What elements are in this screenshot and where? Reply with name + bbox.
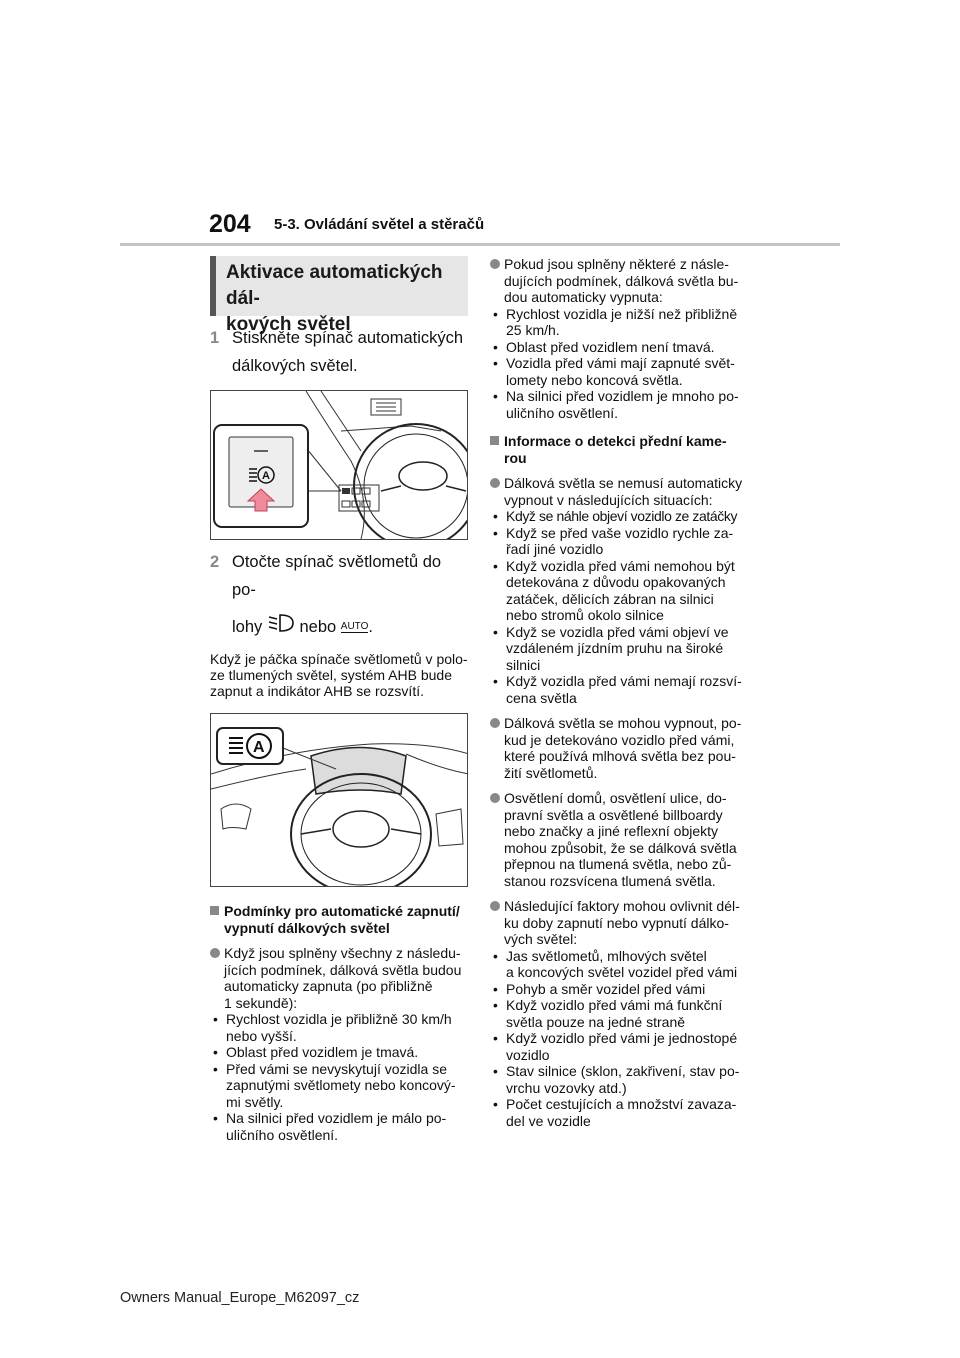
- heading-line: Aktivace automatických dál-: [226, 262, 443, 309]
- conditions-on-bullet: [210, 945, 468, 1011]
- list-item: [490, 508, 748, 525]
- circle-bullet-icon: [210, 948, 220, 958]
- heading-line: rou: [504, 449, 527, 466]
- text-line: • Oblast před vozidlem je tmavá.: [226, 1044, 419, 1060]
- step-1: [210, 324, 468, 380]
- text-line: které používá mlhová světla bez pou-: [504, 748, 736, 764]
- conditions-off-list: [490, 306, 748, 422]
- ahb-indicator-letter: A: [253, 739, 265, 756]
- fog-light-bullet: [490, 715, 748, 781]
- text-line: řadí jiné vozidlo: [506, 541, 604, 557]
- step-number: 2: [210, 553, 220, 571]
- circle-bullet-icon: [490, 793, 500, 803]
- section-title: 5-3. Ovládání světel a stěračů: [274, 216, 485, 233]
- list-item: [490, 624, 748, 674]
- camera-info-heading: [490, 433, 748, 466]
- list-item: [490, 558, 748, 624]
- text-line: mi světly.: [226, 1093, 284, 1110]
- text-line: • Na silnici před vozidlem je málo po-: [226, 1110, 447, 1126]
- may-not-switch-list: [490, 508, 748, 706]
- step-text: .: [368, 617, 373, 636]
- page-number: 204: [209, 210, 251, 238]
- list-item: [490, 339, 748, 356]
- text-line: mohou způsobit, že se dálková světla: [504, 839, 737, 856]
- text-line: vzdáleném jízdním pruhu na široké: [506, 640, 724, 656]
- timing-factors-bullet: [490, 898, 748, 948]
- text-line: a koncových světel vozidel před vámi: [506, 964, 738, 980]
- conditions-on-list: [210, 1011, 468, 1143]
- text-line: detekována z důvodu opakovaných: [506, 574, 726, 590]
- text-line: • Když vozidlo před vámi má funkční: [506, 997, 723, 1013]
- step-2-note: [210, 651, 468, 699]
- conditions-heading: [210, 903, 468, 936]
- text-line: Když jsou splněny všechny z následu-: [224, 945, 461, 961]
- text-line: • Stav silnice (sklon, zakřivení, stav po-: [506, 1063, 740, 1079]
- step-text: lohy: [232, 617, 263, 636]
- text-line: 25 km/h.: [506, 322, 560, 338]
- reflective-objects-bullet: [490, 790, 748, 889]
- text-line: • Když vozidla před vámi nemohou být: [506, 557, 735, 574]
- step-text: Otočte spínač světlometů do po-: [232, 553, 442, 599]
- text-line: ze tlumených světel, systém AHB bude: [210, 667, 452, 683]
- circle-bullet-icon: [490, 478, 500, 488]
- heading-line: Podmínky pro automatické zapnutí/: [224, 903, 460, 919]
- text-line: silnici: [506, 656, 541, 673]
- text-line: nebo vyšší.: [226, 1027, 297, 1044]
- list-item: [490, 948, 748, 981]
- conditions-off-bullet: [490, 256, 748, 306]
- text-line: pravní světla a osvětlené billboardy: [504, 806, 723, 823]
- text-line: • Jas světlometů, mlhových světel: [506, 947, 707, 964]
- text-line: lomety nebo koncová světla.: [506, 371, 683, 388]
- circle-bullet-icon: [490, 718, 500, 728]
- text-line: • Na silnici před vozidlem je mnoho po-: [506, 388, 739, 404]
- heading-line: kových světel: [226, 314, 351, 335]
- text-line: vozidlo: [506, 1046, 550, 1063]
- text-line: • Před vámi se nevyskytují vozidla se: [226, 1060, 447, 1077]
- step-text: dálkových světel.: [232, 357, 358, 375]
- text-line: • Oblast před vozidlem není tmavá.: [506, 338, 715, 355]
- text-line: • Rychlost vozidla je nižší než přibližně: [506, 305, 738, 322]
- text-line: • Když se náhle objeví vozidlo ze zatáčky: [506, 508, 738, 524]
- text-line: stanou rozsvícena tlumená světla.: [504, 872, 716, 889]
- text-line: Dálková světla se nemusí automaticky: [504, 475, 743, 491]
- text-line: vých světel:: [504, 931, 578, 947]
- text-line: • Když se vozidla před vámi objeví ve: [506, 623, 729, 640]
- text-line: vrchu vozovky atd.): [506, 1079, 627, 1096]
- text-line: zapnut a indikátor AHB se rozsvítí.: [210, 683, 424, 699]
- heading-line: vypnutí dálkových světel: [224, 919, 390, 936]
- step-text: nebo: [299, 617, 337, 636]
- text-line: Dálková světla se mohou vypnout, po-: [504, 715, 742, 731]
- text-line: • Rychlost vozidla je přibližně 30 km/h: [226, 1011, 452, 1027]
- list-item: [490, 1096, 748, 1129]
- text-line: nebo stromů okolo silnice: [506, 607, 664, 623]
- text-line: vypnout v následujících situacích:: [504, 491, 713, 508]
- text-line: jících podmínek, dálková světla budou: [224, 961, 462, 978]
- list-item: [490, 355, 748, 388]
- step-2: [210, 548, 468, 643]
- text-line: přepnou na tlumená světla, nebo zů-: [504, 856, 732, 872]
- text-line: Následující faktory mohou ovlivnit dél-: [504, 898, 740, 914]
- list-item: [210, 1044, 468, 1061]
- text-line: Když je páčka spínače světlometů v polo-: [210, 651, 468, 667]
- list-item: [490, 306, 748, 339]
- text-line: • Vozidla před vámi mají zapnuté svět-: [506, 355, 735, 371]
- text-line: dujících podmínek, dálková světla bu-: [504, 272, 739, 289]
- text-line: dou automaticky vypnuta:: [504, 289, 663, 305]
- section-heading: [210, 256, 468, 335]
- heading-line: Informace o detekci přední kame-: [504, 433, 727, 449]
- list-item: [210, 1011, 468, 1044]
- text-line: • Počet cestujících a množství zavaza-: [506, 1096, 737, 1112]
- list-item: [490, 1063, 748, 1096]
- footer-text: Owners Manual_Europe_M62097_cz: [120, 1290, 360, 1306]
- text-line: cena světla: [506, 689, 577, 706]
- text-line: kud je detekováno vozidlo před vámi,: [504, 731, 735, 748]
- text-line: Pokud jsou splněny některé z násle-: [504, 256, 729, 272]
- square-bullet-icon: [490, 436, 499, 445]
- text-line: del ve vozidle: [506, 1112, 591, 1129]
- headlight-low-beam-icon: [267, 612, 295, 643]
- list-item: [490, 525, 748, 558]
- list-item: [490, 981, 748, 998]
- right-column: [490, 256, 748, 1129]
- text-line: uličního osvětlení.: [506, 404, 619, 421]
- square-bullet-icon: [210, 906, 219, 915]
- text-line: automaticky zapnuta (po přibližně: [224, 978, 433, 994]
- ahb-indicator-letter: A: [262, 470, 270, 482]
- step-number: 1: [210, 329, 220, 347]
- timing-factors-list: [490, 948, 748, 1130]
- text-line: světla pouze na jedné straně: [506, 1013, 686, 1030]
- text-line: nebo značky a jiné reflexní objekty: [504, 823, 719, 839]
- may-not-switch-bullet: [490, 475, 748, 508]
- text-line: 1 sekundě):: [224, 994, 298, 1011]
- text-line: ku doby zapnutí nebo vypnutí dálko-: [504, 914, 729, 931]
- list-item: [210, 1061, 468, 1111]
- list-item: [490, 1030, 748, 1063]
- text-line: Osvětlení domů, osvětlení ulice, do-: [504, 790, 727, 806]
- auto-icon: AUTO: [340, 621, 369, 632]
- header-rule: [120, 243, 840, 246]
- text-line: • Když vozidla před vámi nemají rozsví-: [506, 673, 742, 689]
- circle-bullet-icon: [490, 259, 500, 269]
- list-item: [490, 388, 748, 421]
- text-line: žití světlometů.: [504, 764, 598, 781]
- ahb-indicator-illustration: [210, 713, 468, 887]
- list-item: [490, 673, 748, 706]
- text-line: • Když vozidlo před vámi je jednostopé: [506, 1030, 738, 1046]
- left-column: [210, 256, 468, 1143]
- text-line: • Když se před vaše vozidlo rychle za-: [506, 524, 734, 541]
- text-line: uličního osvětlení.: [226, 1126, 339, 1143]
- step-text: Stiskněte spínač automatických: [232, 329, 464, 347]
- text-line: zapnutými světlomety nebo koncový-: [226, 1077, 456, 1093]
- circle-bullet-icon: [490, 901, 500, 911]
- text-line: • Pohyb a směr vozidel před vámi: [506, 980, 706, 997]
- list-item: [210, 1110, 468, 1143]
- ahb-switch-illustration: [210, 390, 468, 540]
- list-item: [490, 997, 748, 1030]
- text-line: zatáček, dělicích zábran na silnici: [506, 590, 714, 607]
